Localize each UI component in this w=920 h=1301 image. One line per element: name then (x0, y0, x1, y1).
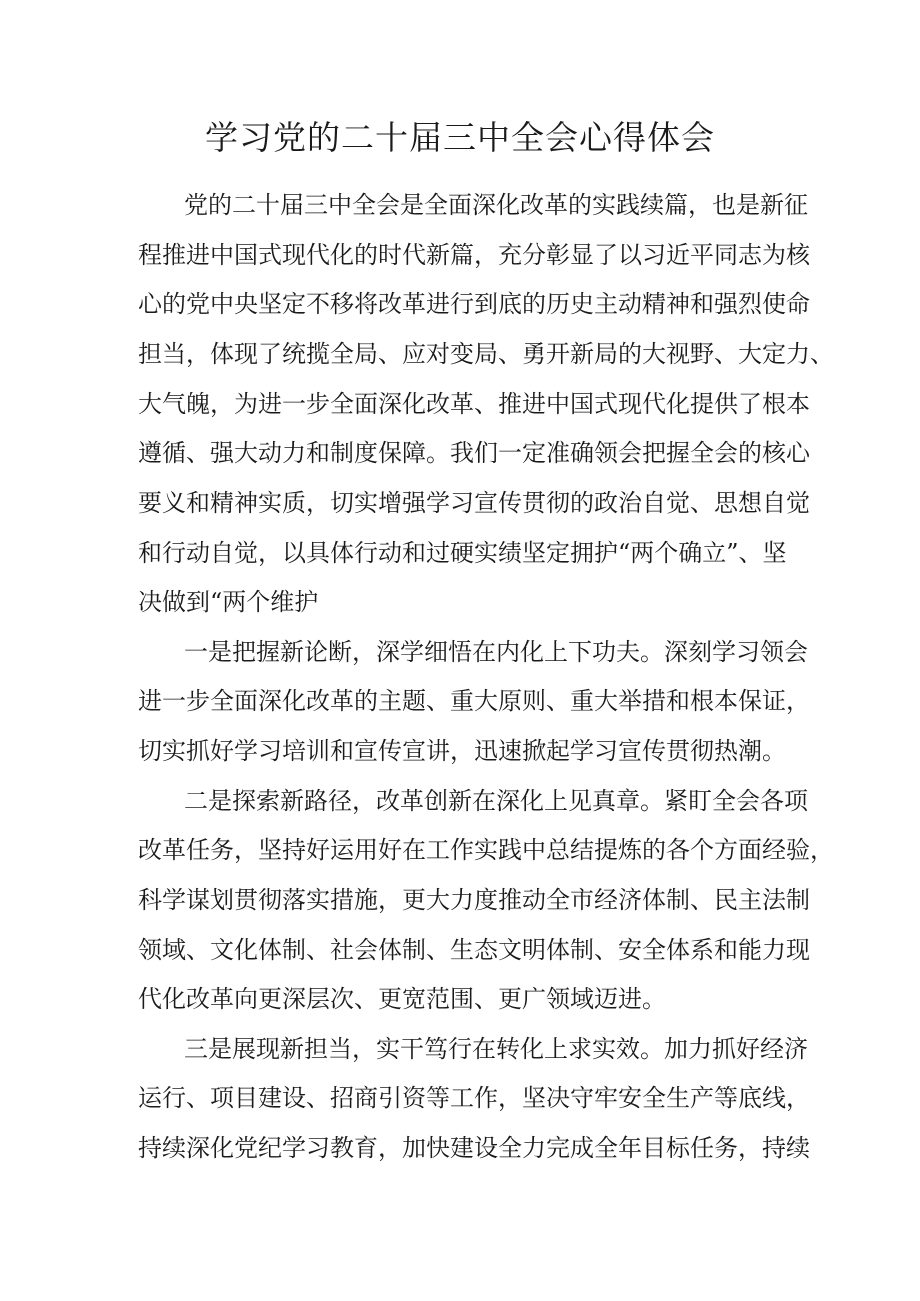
paragraph-line: 要义和精神实质，切实增强学习宣传贯彻的政治自觉、思想自觉 (138, 489, 810, 517)
paragraph-line: 二是探索新路径，改革创新在深化上见真章。紧盯全会各项 (184, 787, 808, 815)
document-title: 学习党的二十届三中全会心得体会 (205, 118, 715, 157)
paragraph-line: 持续深化党纪学习教育，加快建设全力完成全年目标任务，持续 (138, 1134, 810, 1162)
paragraph-line: 运行、项目建设、招商引资等工作，坚决守牢安全生产等底线， (138, 1084, 810, 1112)
paragraph-line: 改革任务，坚持好运用好在工作实践中总结提炼的各个方面经验， (138, 836, 834, 864)
paragraph-line: 代化改革向更深层次、更宽范围、更广领域迈进。 (138, 985, 666, 1013)
paragraph-line: 党的二十届三中全会是全面深化改革的实践续篇，也是新征 (184, 191, 808, 219)
paragraph-line: 程推进中国式现代化的时代新篇，充分彰显了以习近平同志为核 (138, 241, 810, 269)
paragraph-line: 遵循、强大动力和制度保障。我们一定准确领会把握全会的核心 (138, 439, 810, 467)
paragraph-line: 三是展现新担当，实干笃行在转化上求实效。加力抓好经济 (184, 1035, 808, 1063)
paragraph-line: 切实抓好学习培训和宣传宣讲，迅速掀起学习宣传贯彻热潮。 (138, 737, 786, 765)
paragraph-line: 担当，体现了统揽全局、应对变局、勇开新局的大视野、大定力、 (138, 340, 834, 368)
paragraph-line: 领域、文化体制、社会体制、生态文明体制、安全体系和能力现 (138, 936, 810, 964)
paragraph-line: 决做到“两个维护 (138, 588, 319, 616)
paragraph-line: 大气魄，为进一步全面深化改革、推进中国式现代化提供了根本 (138, 390, 810, 418)
paragraph-line: 进一步全面深化改革的主题、重大原则、重大举措和根本保证， (138, 687, 810, 715)
paragraph-line: 心的党中央坚定不移将改革进行到底的历史主动精神和强烈使命 (138, 290, 810, 318)
paragraph-line: 和行动自觉，以具体行动和过硬实绩坚定拥护“两个确立”、坚 (138, 539, 787, 567)
paragraph-line: 一是把握新论断，深学细悟在内化上下功夫。深刻学习领会 (184, 638, 808, 666)
paragraph-line: 科学谋划贯彻落实措施，更大力度推动全市经济体制、民主法制 (138, 886, 810, 914)
